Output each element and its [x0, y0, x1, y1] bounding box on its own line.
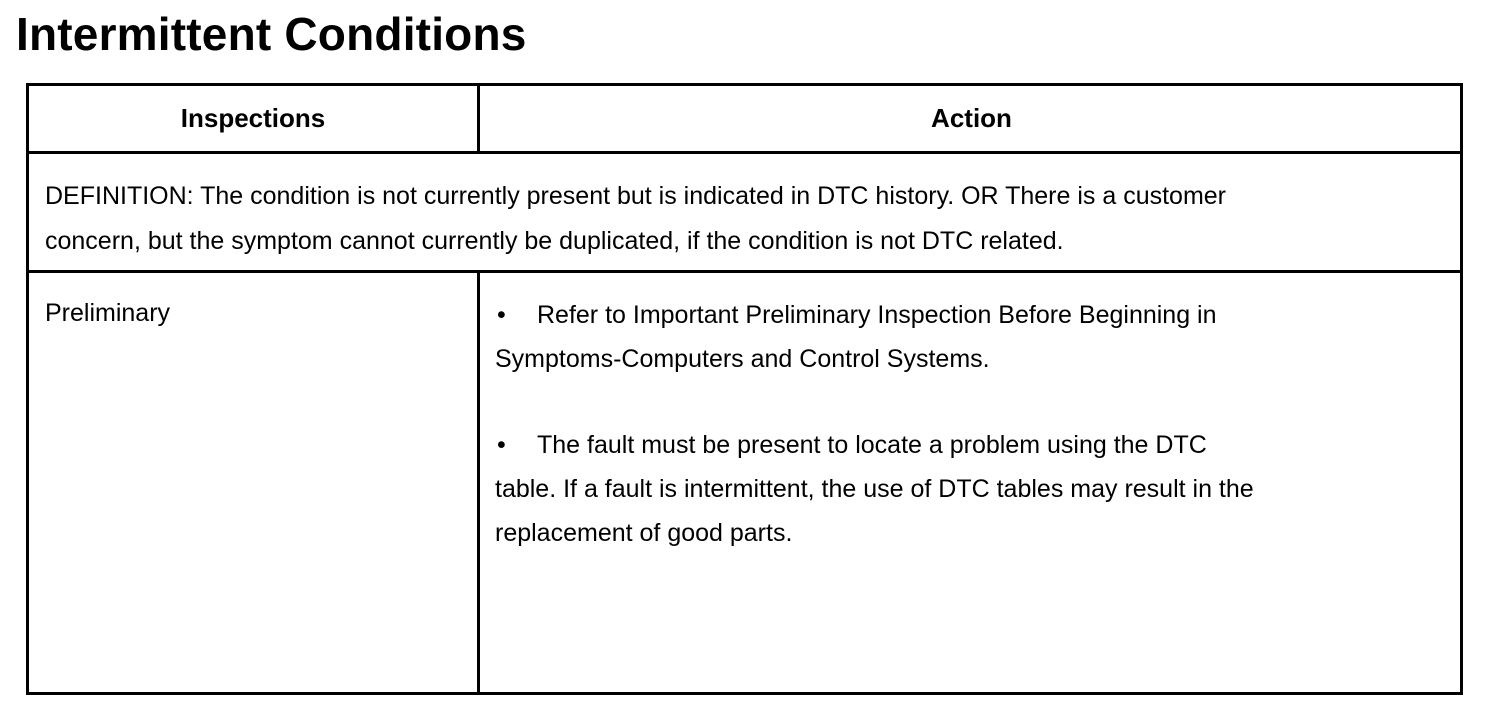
- definition-line-1: DEFINITION: The condition is not currently present but is indicated in DTC history. OR There is a customer: [45, 182, 1227, 210]
- table-row: [29, 273, 1460, 692]
- bullet-icon: •: [497, 431, 506, 459]
- column-divider: [477, 273, 480, 692]
- action-list-item: [495, 293, 1395, 381]
- action-text-line: Refer to Important Preliminary Inspection Before Beginning in: [537, 301, 1217, 329]
- inspection-table: [26, 83, 1463, 695]
- page-title: Intermittent Conditions: [16, 8, 527, 60]
- action-text-line: The fault must be present to locate a problem using the DTC: [537, 431, 1207, 459]
- definition-row: [29, 154, 1460, 273]
- action-text-line: Symptoms-Computers and Control Systems.: [495, 345, 990, 373]
- bullet-icon: •: [497, 301, 506, 329]
- header-inspections: Inspections: [180, 103, 326, 133]
- action-text-line: table. If a fault is intermittent, the use of DTC tables may result in the: [495, 475, 1254, 503]
- action-text-line: replacement of good parts.: [495, 519, 793, 547]
- header-action: Action: [931, 103, 1012, 133]
- definition-line-2: concern, but the symptom cannot currently be duplicated, if the condition is not DTC related.: [45, 227, 1064, 255]
- table-header-row: [29, 86, 1460, 154]
- inspection-cell: Preliminary: [45, 299, 171, 327]
- action-list-item: [495, 423, 1395, 555]
- action-cell: [495, 293, 1395, 597]
